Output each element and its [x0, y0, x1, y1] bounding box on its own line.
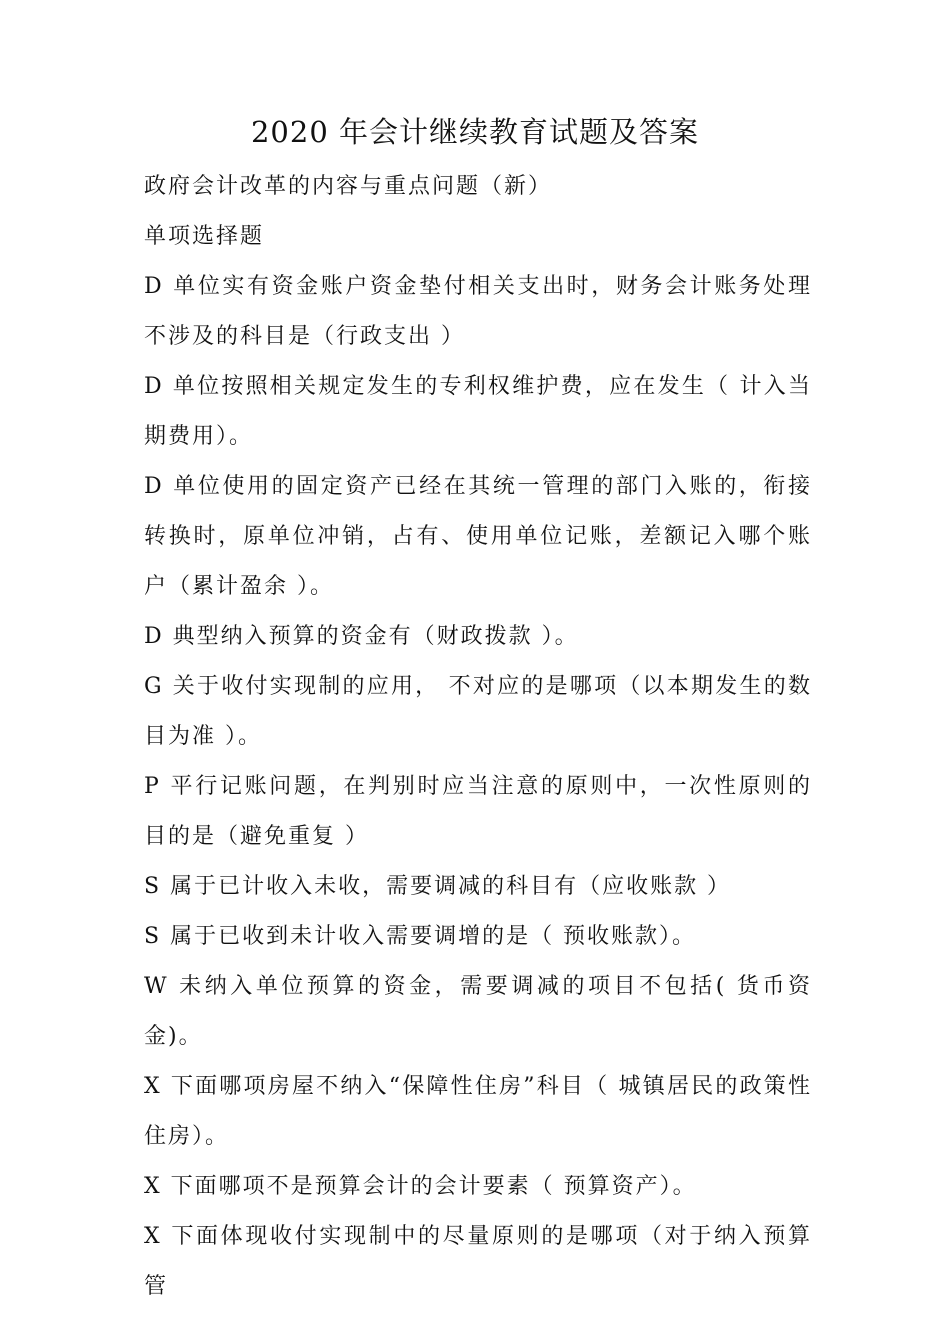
question-item: S 属于已计收入未收，需要调减的科目有（应收账款 ） — [144, 874, 732, 899]
question-item: X 下面哪项不是预算会计的会计要素（ 预算资产）。 — [144, 1174, 697, 1199]
question-item: D 单位使用的固定资产已经在其统一管理的部门入账的，衔接转换时，原单位冲销，占有、使用单位记账，差额记入哪个账户（累计盈余 ）。 — [144, 474, 812, 599]
question-item: S 属于已收到未计收入需要调增的是（ 预收账款）。 — [144, 924, 697, 949]
question-item: P 平行记账问题，在判别时应当注意的原则中，一次性原则的目的是（避免重复 ） — [144, 774, 812, 849]
course-heading: 政府会计改革的内容与重点问题（新） — [144, 174, 553, 199]
question-item: D 典型纳入预算的资金有（财政拨款 ）。 — [144, 624, 579, 649]
question-item: G 关于收付实现制的应用， 不对应的是哪项（以本期发生的数目为准 ）。 — [144, 674, 812, 749]
section-heading: 单项选择题 — [144, 224, 265, 249]
question-item: D 单位实有资金账户资金垫付相关支出时，财务会计账务处理不涉及的科目是（行政支出 ） — [144, 274, 812, 349]
document-body — [144, 162, 812, 1312]
question-item: X 下面哪项房屋不纳入“保障性住房”科目（ 城镇居民的政策性住房）。 — [144, 1074, 812, 1149]
question-item: W 未纳入单位预算的资金，需要调减的项目不包括( 货币资金)。 — [144, 974, 812, 1049]
question-item: X 下面体现收付实现制中的尽量原则的是哪项（对于纳入预算管 — [144, 1224, 812, 1299]
document-title: 2020 年会计继续教育试题及答案 — [250, 115, 700, 149]
question-item: D 单位按照相关规定发生的专利权维护费，应在发生（ 计入当期费用）。 — [144, 374, 812, 449]
